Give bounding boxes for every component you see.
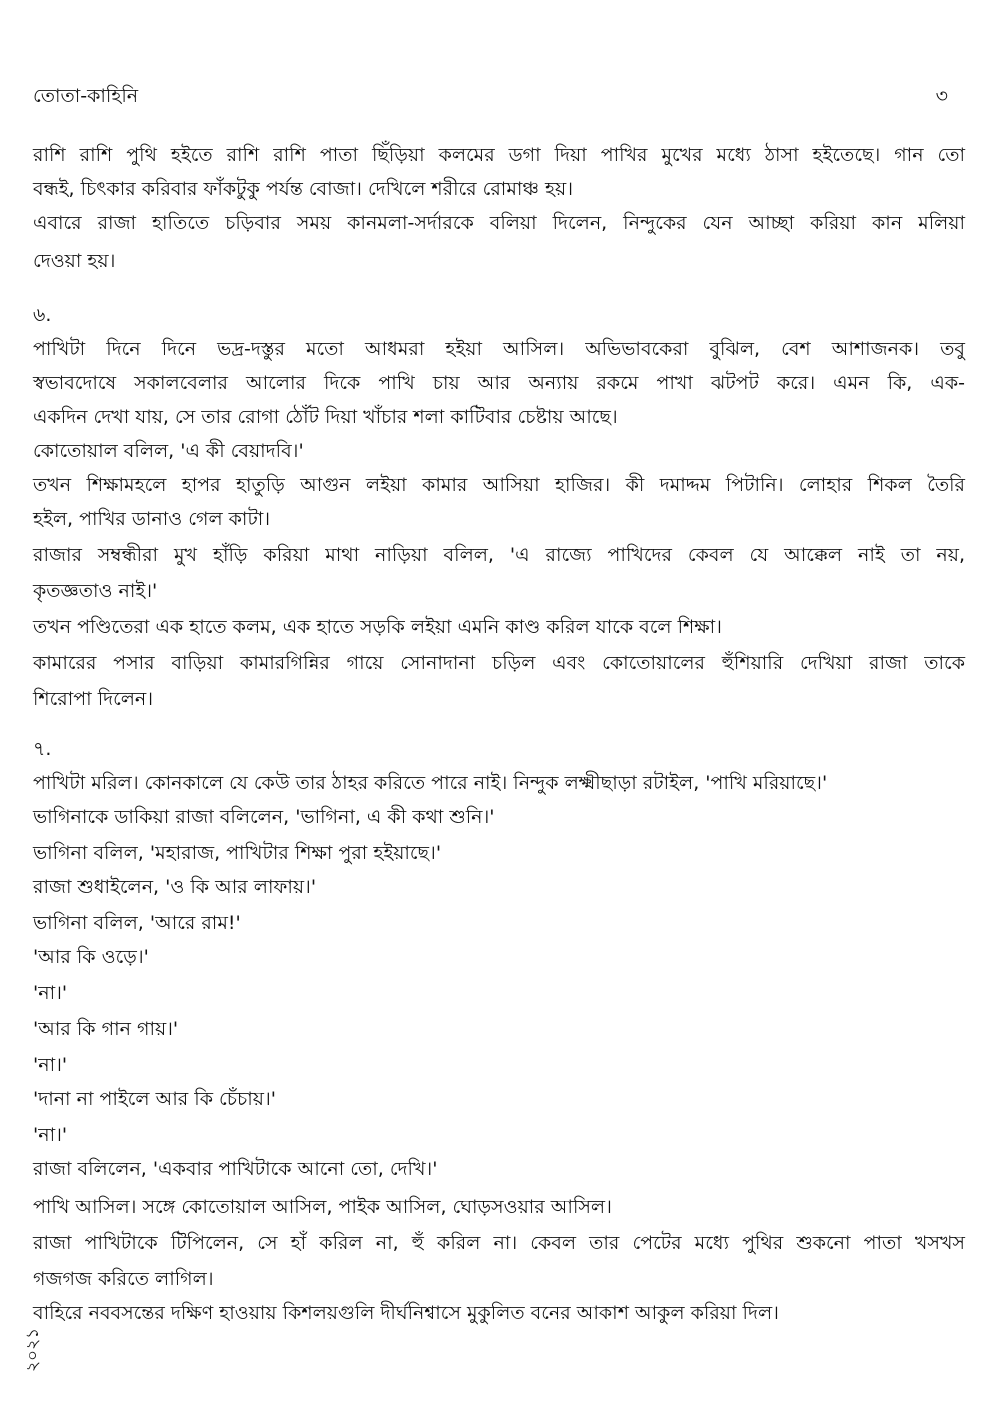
text-line: 'না।' <box>33 982 68 1004</box>
text-line: রাশি রাশি পুথি হইতে রাশি রাশি পাতা ছিঁড়িয়া কলমের ডগা দিয়া পাখির মুখের মধ্যে ঠাসা হইতেছে। গান তো <box>33 144 965 166</box>
text-line: দেওয়া হয়। <box>33 250 116 272</box>
text-line: 'আর কি গান গায়।' <box>33 1018 179 1040</box>
page-number: ৩ <box>935 85 948 107</box>
running-title: তোতা-কাহিনি <box>33 85 139 107</box>
text-line: পাখি আসিল। সঙ্গে কোতোয়াল আসিল, পাইক আসিল, ঘোড়সওয়ার আসিল। <box>33 1196 612 1218</box>
text-line: রাজার সম্বন্ধীরা মুখ হাঁড়ি করিয়া মাথা নাড়িয়া বলিল, 'এ রাজ্যে পাখিদের কেবল যে আক্কেল নাই তা নয়, <box>33 544 965 566</box>
text-line: শিরোপা দিলেন। <box>33 688 154 710</box>
text-line: 'না।' <box>33 1124 68 1146</box>
section-number: ৭. <box>33 738 52 760</box>
text-line: রাজা বলিলেন, 'একবার পাখিটাকে আনো তো, দেখি।' <box>33 1158 438 1180</box>
text-line: একদিন দেখা যায়, সে তার রোগা ঠোঁট দিয়া খাঁচার শলা কাটিবার চেষ্টায় আছে। <box>33 406 618 428</box>
text-line: 'আর কি ওড়ে।' <box>33 946 149 968</box>
text-line: কোতোয়াল বলিল, 'এ কী বেয়াদবি।' <box>33 440 304 462</box>
text-line: হইল, পাখির ডানাও গেল কাটা। <box>33 508 271 530</box>
text-line: রাজা শুধাইলেন, 'ও কি আর লাফায়।' <box>33 876 317 898</box>
text-line: বন্ধই, চিৎকার করিবার ফাঁকটুকু পর্যন্ত বোজা। দেখিলে শরীরে রোমাঞ্চ হয়। <box>33 178 573 200</box>
text-line: 'না।' <box>33 1054 68 1076</box>
section-number: ৬. <box>33 304 52 326</box>
text-line: স্বভাবদোষে সকালবেলার আলোর দিকে পাখি চায় আর অন্যায় রকমে পাখা ঝটপট করে। এমন কি, এক- <box>33 372 965 394</box>
text-line: 'দানা না পাইলে আর কি চেঁচায়।' <box>33 1088 276 1110</box>
text-line: এবারে রাজা হাতিতে চড়িবার সময় কানমলা-সর্দারকে বলিয়া দিলেন, নিন্দুকের যেন আচ্ছা করিয়া কান মলিয়া <box>33 212 965 234</box>
text-line: পাখিটা মরিল। কোনকালে যে কেউ তার ঠাহর করিতে পারে নাই। নিন্দুক লক্ষ্মীছাড়া রটাইল, 'পাখি মরিয়াছে।' <box>33 772 828 794</box>
text-line: রাজা পাখিটাকে টিপিলেন, সে হাঁ করিল না, হুঁ করিল না। কেবল তার পেটের মধ্যে পুথির শুকনো পাতা খসখস <box>33 1232 965 1254</box>
text-line: তখন পণ্ডিতেরা এক হাতে কলম, এক হাতে সড়কি লইয়া এমনি কাণ্ড করিল যাকে বলে শিক্ষা। <box>33 616 722 638</box>
side-year-note: ২০২১ <box>23 1327 43 1372</box>
text-line: পাখিটা দিনে দিনে ভদ্র-দস্তুর মতো আধমরা হইয়া আসিল। অভিভাবকেরা বুঝিল, বেশ আশাজনক। তবু <box>33 338 965 360</box>
text-line: তখন শিক্ষামহলে হাপর হাতুড়ি আগুন লইয়া কামার আসিয়া হাজির। কী দমাদ্দম পিটানি। লোহার শিকল তৈরি <box>33 474 965 496</box>
text-line: বাহিরে নববসন্তের দক্ষিণ হাওয়ায় কিশলয়গুলি দীর্ঘনিশ্বাসে মুকুলিত বনের আকাশ আকুল করিয়া দিল। <box>33 1302 779 1324</box>
text-line: ভাগিনাকে ডাকিয়া রাজা বলিলেন, 'ভাগিনা, এ কী কথা শুনি।' <box>33 806 495 828</box>
text-line: কৃতজ্ঞতাও নাই।' <box>33 580 158 602</box>
text-line: কামারের পসার বাড়িয়া কামারগিন্নির গায়ে সোনাদানা চড়িল এবং কোতোয়ালের হুঁশিয়ারি দেখিয়া রাজা তাকে <box>33 652 965 674</box>
text-line: ভাগিনা বলিল, 'আরে রাম!' <box>33 912 241 934</box>
text-line: ভাগিনা বলিল, 'মহারাজ, পাখিটার শিক্ষা পুরা হইয়াছে।' <box>33 842 442 864</box>
text-line: গজগজ করিতে লাগিল। <box>33 1268 214 1290</box>
